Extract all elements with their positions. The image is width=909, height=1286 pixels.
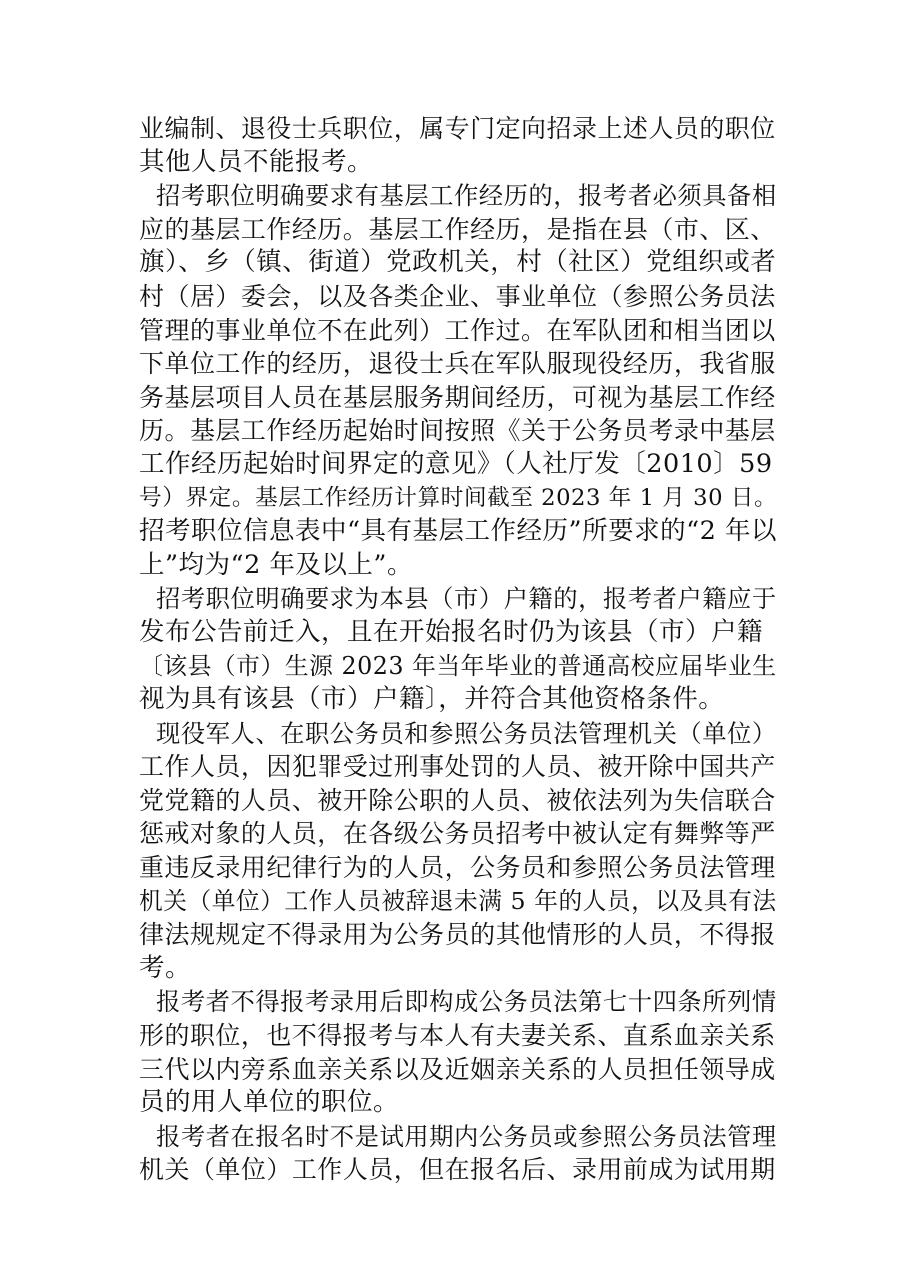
text-line: 形的职位，也不得报考与本人有夫妻关系、直系血亲关系	[139, 1021, 776, 1051]
text-line: 重违反录用纪律行为的人员，公务员和参照公务员法管理	[139, 853, 776, 883]
text-line: 党党籍的人员、被开除公职的人员、被依法列为失信联合	[139, 785, 776, 815]
text-line: 旗）、乡（镇、街道）党政机关，村（社区）党组织或者	[139, 247, 777, 278]
text-line: 上”均为“2 年及以上”。	[139, 549, 413, 580]
paragraph-start-line: 招考职位明确要求为本县（市）户籍的，报考者户籍应于	[156, 584, 777, 614]
text-line: 历。基层工作经历起始时间按照《关于公务员考录中基层	[139, 416, 776, 446]
paragraph-start-line: 招考职位明确要求有基层工作经历的，报考者必须具备相	[156, 181, 777, 211]
paragraph-start-line: 报考者在报名时不是试用期内公务员或参照公务员法管理	[156, 1121, 777, 1151]
text-line: 管理的事业单位不在此列）工作过。在军队团和相当团以	[139, 315, 776, 345]
paragraph-start-line: 报考者不得报考录用后即构成公务员法第七十四条所列情	[156, 987, 777, 1017]
text-line: 机关（单位）工作人员被辞退未满 5 年的人员，以及具有法	[139, 886, 777, 915]
text-line: 业编制、退役士兵职位，属专门定向招录上述人员的职位	[139, 114, 776, 143]
document-body	[139, 112, 779, 1187]
text-line: 三代以内旁系血亲关系以及近姻亲关系的人员担任领导成	[139, 1054, 776, 1084]
text-line: 视为具有该县（市）户籍〕，并符合其他资格条件。	[139, 684, 725, 715]
text-line: 考。	[139, 952, 192, 983]
text-line: 号）界定。基层工作经历计算时间截至 2023 年 1 月 30 日。	[139, 484, 778, 511]
text-line: 发布公告前迁入，且在开始报名时仍为该县（市）户籍	[139, 616, 764, 647]
text-line: 〔该县（市）生源 2023 年当年毕业的普通高校应届毕业生	[139, 651, 777, 680]
text-line: 工作经历起始时间界定的意见》（人社厅发〔2010〕59	[139, 448, 773, 479]
paragraph-start-line: 现役军人、在职公务员和参照公务员法管理机关（单位）	[156, 718, 777, 748]
text-line: 务基层项目人员在基层服务期间经历，可视为基层工作经	[139, 382, 776, 412]
text-line: 招考职位信息表中“具有基层工作经历”所要求的“2 年以	[139, 516, 777, 547]
text-line: 应的基层工作经历。基层工作经历，是指在县（市、区、	[139, 214, 776, 244]
text-line: 员的用人单位的职位。	[139, 1087, 400, 1118]
text-line: 惩戒对象的人员，在各级公务员招考中被认定有舞弊等严	[139, 819, 776, 849]
text-line: 其他人员不能报考。	[139, 146, 374, 177]
text-line: 工作人员，因犯罪受过刑事处罚的人员、被开除中国共产	[139, 752, 776, 782]
text-line: 村（居）委会，以及各类企业、事业单位（参照公务员法	[139, 281, 776, 311]
text-line: 下单位工作的经历，退役士兵在军队服现役经历，我省服	[139, 349, 776, 379]
text-line: 机关（单位）工作人员，但在报名后、录用前成为试用期	[139, 1155, 776, 1185]
text-line: 律法规规定不得录用为公务员的其他情形的人员，不得报	[139, 920, 776, 950]
